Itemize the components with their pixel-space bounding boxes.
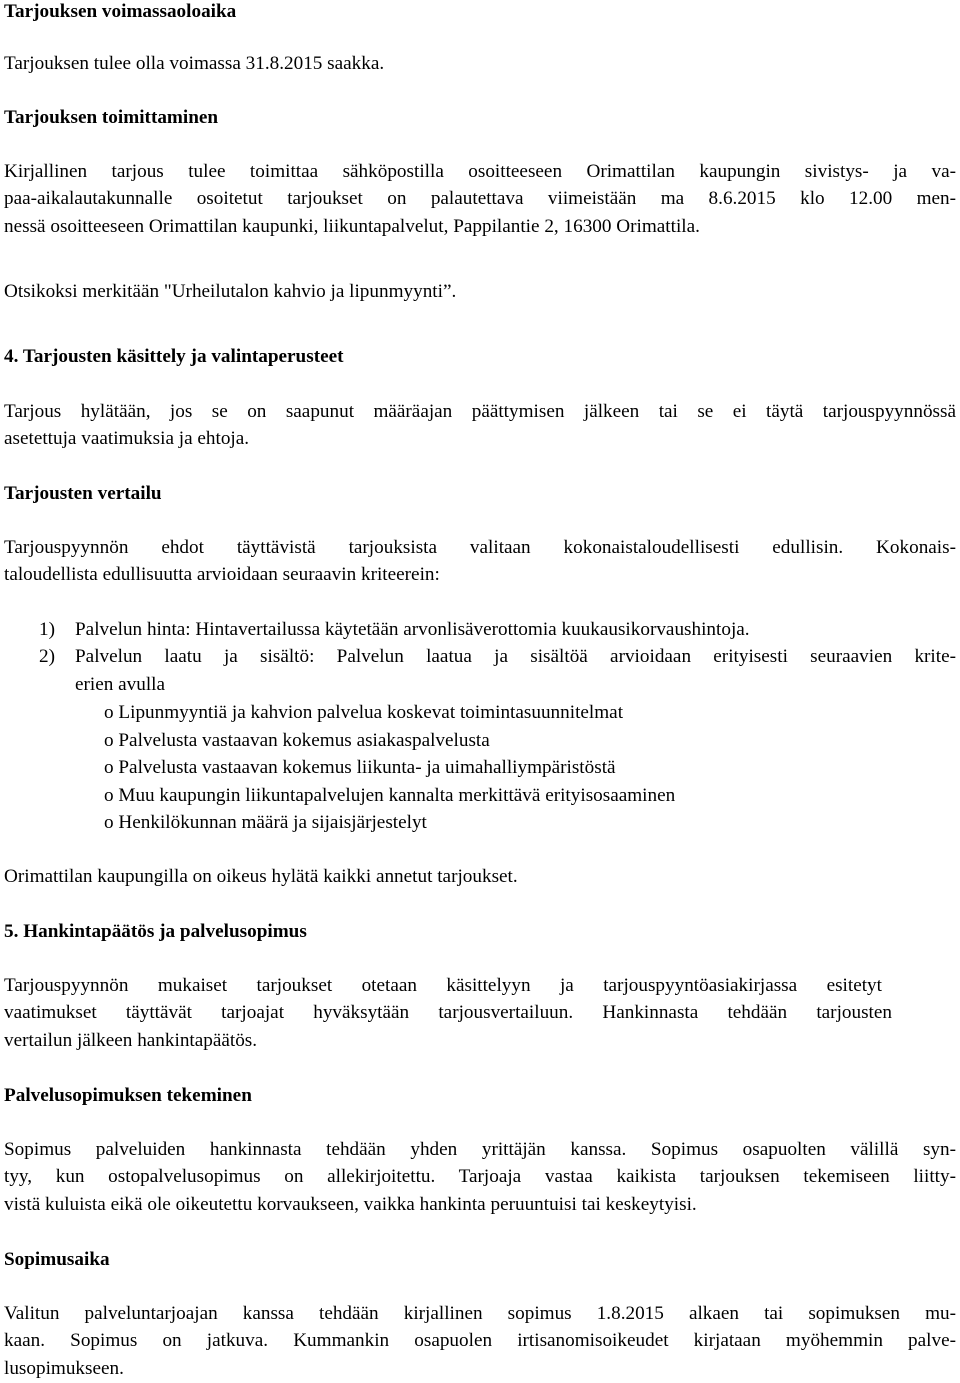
heading-contract-making: Palvelusopimuksen tekeminen bbox=[4, 1085, 252, 1106]
paragraph-line: nessä osoitteeseen Orimattilan kaupunki, liikuntapalvelut, Pappilantie 2, 16300 Orimattila. bbox=[4, 215, 700, 237]
rejection-right-text: Orimattilan kaupungilla on oikeus hylätä kaikki annetut tarjoukset. bbox=[4, 866, 518, 887]
criterion-text: Palvelun hinta: Hintavertailussa käytetään arvonlisäverottomia kuukausikorvaushintoja. bbox=[75, 619, 750, 640]
subject-note: Otsikoksi merkitään "Urheilutalon kahvio ja lipunmyynti”. bbox=[4, 281, 457, 302]
criterion-text: Palvelun laatu ja sisältö: Palvelun laatua ja sisältöä arvioidaan erityisesti seuraavien krite- bbox=[75, 646, 956, 668]
criterion-number: 2) bbox=[39, 646, 55, 668]
paragraph-line: Sopimus palveluiden hankinnasta tehdään yhden yrittäjän kanssa. Sopimus osapuolten välillä syn- bbox=[4, 1139, 956, 1160]
paragraph-line: taloudellista edullisuutta arvioidaan seuraavin kriteerein: bbox=[4, 564, 440, 586]
paragraph-line: Valitun palveluntarjoajan kanssa tehdään kirjallinen sopimus 1.8.2015 alkaen tai sopimuksen mu- bbox=[4, 1303, 956, 1324]
criterion-number: 1) bbox=[39, 619, 55, 640]
paragraph-line: vistä kuluista eikä ole oikeutettu korvaukseen, vaikka hankinta peruuntuisi tai keskeytyisi. bbox=[4, 1193, 697, 1215]
paragraph-line: Tarjouspyynnön mukaiset tarjoukset otetaan käsittelyyn ja tarjouspyyntöasiakirjassa esitetyt bbox=[4, 975, 882, 996]
paragraph-line: kaan. Sopimus on jatkuva. Kummankin osapuolen irtisanomisoikeudet kirjataan myöhemmin palve- bbox=[4, 1330, 956, 1352]
heading-contract-period: Sopimusaika bbox=[4, 1249, 110, 1270]
heading-submission-text: Tarjouksen toimittaminen bbox=[4, 107, 219, 128]
criterion-item bbox=[4, 643, 956, 698]
bullet-item: o Muu kaupungin liikuntapalvelujen kannalta merkittävä erityisosaaminen bbox=[104, 785, 676, 806]
paragraph-line: tyy, kun ostopalvelusopimus on allekirjoitettu. Tarjoaja vastaa kaikista tarjouksen tekemiseen liitty- bbox=[4, 1166, 956, 1188]
paragraph-line: Tarjous hylätään, jos se on saapunut määräajan päättymisen jälkeen tai se ei täytä tarjouspyynnössä bbox=[4, 401, 956, 422]
paragraph-line: asetettuja vaatimuksia ja ehtoja. bbox=[4, 428, 250, 450]
bullet-item: o Palvelusta vastaavan kokemus liikunta- ja uimahalliympäristöstä bbox=[104, 757, 616, 778]
heading-comparison: Tarjousten vertailu bbox=[4, 483, 162, 504]
bullet-item: o Palvelusta vastaavan kokemus asiakaspalvelusta bbox=[104, 730, 490, 751]
heading-evaluation: 4. Tarjousten käsittely ja valintaperusteet bbox=[4, 346, 344, 367]
paragraph-line: Tarjouspyynnön ehdot täyttävistä tarjouksista valitaan kokonaistaloudellisesti edullisin. Kokonais- bbox=[4, 537, 956, 558]
heading-submission bbox=[4, 104, 956, 131]
contract-period-paragraph bbox=[4, 1300, 956, 1382]
rejection-paragraph bbox=[4, 398, 956, 453]
bullet-item: o Lipunmyyntiä ja kahvion palvelua koskevat toimintasuunnitelmat bbox=[104, 702, 624, 723]
paragraph-line: vaatimukset täyttävät tarjoajat hyväksytään tarjousvertailuun. Hankinnasta tehdään tarjousten bbox=[4, 1002, 892, 1024]
contract-making-paragraph bbox=[4, 1136, 956, 1218]
decision-paragraph bbox=[4, 972, 956, 1054]
comparison-paragraph bbox=[4, 534, 956, 589]
validity-text: Tarjouksen tulee olla voimassa 31.8.2015 saakka. bbox=[4, 53, 385, 74]
criterion-text-continued: erien avulla bbox=[75, 673, 166, 695]
submission-paragraph bbox=[4, 158, 956, 240]
paragraph-line: Kirjallinen tarjous tulee toimittaa sähköpostilla osoitteeseen Orimattilan kaupungin sivistys- ja va- bbox=[4, 161, 956, 182]
paragraph-line: lusopimukseen. bbox=[4, 1357, 124, 1379]
criteria-list bbox=[4, 616, 956, 698]
criterion-item bbox=[4, 616, 956, 643]
paragraph-line: vertailun jälkeen hankintapäätös. bbox=[4, 1029, 258, 1051]
paragraph-line: paa-aikalautakunnalle osoitetut tarjoukset on palautettava viimeistään ma 8.6.2015 klo 12.00 men- bbox=[4, 188, 956, 210]
bullet-item: o Henkilökunnan määrä ja sijaisjärjestelyt bbox=[104, 812, 427, 833]
heading-decision: 5. Hankintapäätös ja palvelusopimus bbox=[4, 921, 307, 942]
heading-validity: Tarjouksen voimassaoloaika bbox=[4, 1, 237, 22]
